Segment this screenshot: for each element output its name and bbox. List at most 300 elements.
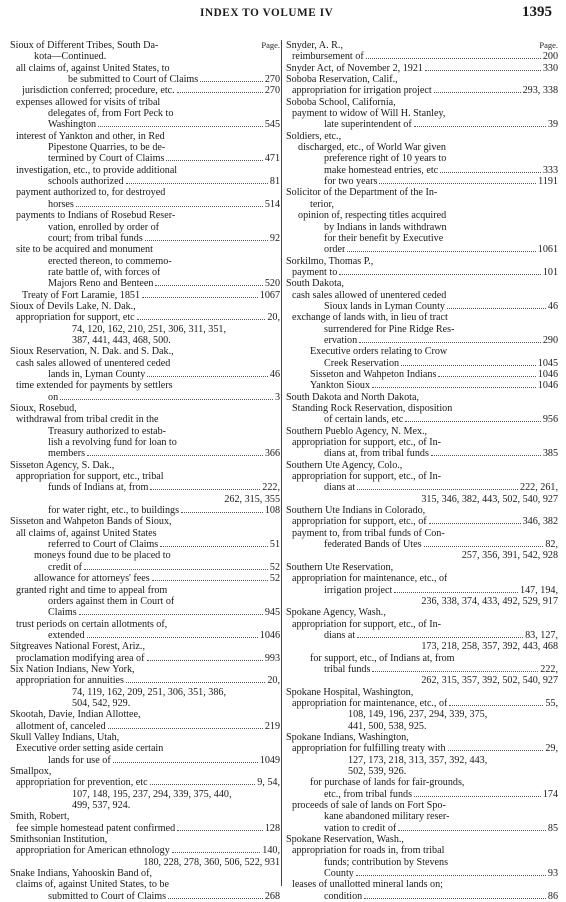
index-line-text: Skull Valley Indians, Utah,	[10, 731, 120, 743]
dot-leader	[98, 126, 263, 127]
index-line-text: Sioux lands in Lyman County	[324, 300, 445, 312]
index-line-text: all claims of, against United States	[16, 527, 157, 539]
page-reference: 956	[542, 414, 558, 426]
index-line	[10, 834, 280, 845]
page-reference: 52	[269, 561, 280, 573]
page-reference: 51	[269, 539, 280, 551]
index-line-text: Sioux, Rosebud,	[10, 403, 77, 414]
index-line	[10, 664, 280, 675]
index-line-text: for purchase of lands for fair-grounds,	[310, 777, 465, 789]
dot-leader	[76, 206, 263, 207]
index-line-text: appropriation for support, etc., of	[292, 516, 427, 528]
index-line	[286, 766, 558, 777]
page-reference: 46	[547, 300, 558, 312]
index-line	[10, 335, 280, 346]
dot-leader	[356, 875, 546, 876]
page-reference: 1049	[259, 754, 280, 766]
index-line-text: for support, etc., of Indians at, from	[310, 652, 455, 664]
index-line-text: Soboba School, California,	[286, 96, 396, 108]
index-line	[286, 743, 558, 754]
dot-leader	[150, 489, 260, 490]
index-line-text: all claims of, against United States, to	[16, 62, 170, 74]
dot-leader	[147, 376, 268, 377]
index-line	[286, 74, 558, 85]
index-line	[10, 244, 280, 255]
index-line-text: appropriation for support, etc., of In-	[292, 618, 442, 630]
index-line-text: Solicitor of the Department of the In-	[286, 187, 438, 199]
index-line-text: dians at, from tribal funds	[324, 448, 429, 460]
index-line	[286, 278, 558, 289]
index-line	[286, 256, 558, 267]
index-line-text: appropriation for support, etc., tribal	[16, 471, 164, 483]
index-line-text: 262, 315, 357, 392, 502, 540, 927	[421, 675, 558, 687]
index-line-text: exchange of lands with, in lieu of tract	[292, 312, 448, 324]
index-line	[10, 630, 280, 641]
index-line-text: proceeds of sale of lands on Fort Spo-	[292, 800, 446, 812]
index-line	[10, 585, 280, 596]
index-line-text: Pipestone Quarries, to be de-	[48, 142, 166, 154]
page-reference: 20,	[267, 675, 280, 687]
page-reference: 293, 338	[522, 85, 558, 97]
page-reference: 9, 54,	[257, 777, 280, 789]
index-line-text: granted right and time to appeal from	[16, 584, 168, 596]
page-reference: 29,	[545, 743, 558, 755]
page-number: 1395	[522, 4, 552, 20]
index-line	[286, 267, 558, 278]
index-line-text: Smith, Robert,	[10, 811, 70, 823]
index-line-text: schools authorized	[48, 176, 124, 188]
index-line-text: dians at	[324, 482, 356, 494]
page-reference: 1046	[537, 380, 558, 392]
dot-leader	[347, 251, 535, 252]
index-line	[10, 346, 280, 357]
page-reference: 1061	[537, 244, 558, 256]
index-line-text: Sorkilmo, Thomas P.,	[286, 255, 374, 267]
index-line	[10, 233, 280, 244]
page-reference: 222,	[262, 482, 280, 494]
page-reference: 46	[269, 368, 280, 380]
index-line	[286, 800, 558, 811]
page-reference: 200	[542, 51, 558, 63]
index-line-text: 127, 173, 218, 313, 357, 392, 443,	[348, 754, 488, 766]
index-line-text: fee simple homestead patent confirmed	[16, 822, 176, 834]
index-line-text: Treaty of Fort Laramie, 1851	[22, 289, 141, 301]
index-line	[10, 380, 280, 391]
index-line-text: 107, 148, 195, 237, 294, 339, 375, 440,	[72, 788, 232, 800]
index-line-text: horses	[48, 198, 74, 210]
index-line-text: Six Nation Indians, New York,	[10, 663, 135, 675]
dot-leader	[126, 183, 268, 184]
page-reference: 92	[269, 232, 280, 244]
index-line-text: terior,	[310, 198, 335, 210]
index-line	[286, 505, 558, 516]
index-line-text: orders against them in Court of	[48, 595, 175, 607]
index-line-text: Majors Reno and Benteen	[48, 278, 154, 290]
index-line	[286, 868, 558, 879]
dot-leader	[60, 399, 273, 400]
page-reference: 20,	[267, 312, 280, 324]
index-line-text: appropriation for annuities	[16, 675, 124, 687]
page-reference: 3	[274, 391, 280, 403]
index-line	[286, 789, 558, 800]
index-line-text: kane abandoned military reser-	[324, 811, 450, 823]
index-line-text: Southern Ute Indians in Colorado,	[286, 505, 426, 517]
index-line	[286, 222, 558, 233]
page-reference: 101	[542, 266, 558, 278]
index-line	[10, 505, 280, 516]
index-line-text: allotment of, canceled	[16, 720, 106, 732]
dot-leader	[142, 297, 258, 298]
index-line	[10, 119, 280, 130]
page-reference: 39	[547, 119, 558, 131]
page-reference: 945	[264, 607, 280, 619]
index-line-text: etc., from tribal funds	[324, 788, 413, 800]
index-line	[286, 187, 558, 198]
dot-leader	[394, 592, 518, 593]
dot-leader	[440, 172, 541, 173]
index-line	[10, 641, 280, 652]
index-line-text: dians at	[324, 629, 356, 641]
index-line	[286, 755, 558, 766]
index-line-text: Snyder Act, of November 2, 1921	[286, 62, 423, 74]
index-line-text: for water right, etc., to buildings	[48, 505, 180, 517]
index-line	[10, 845, 280, 856]
dot-leader	[414, 796, 541, 797]
index-line-text: erected thereon, to commemo-	[48, 255, 172, 267]
index-line	[10, 369, 280, 380]
index-line-text: Soldiers, etc.,	[286, 130, 342, 142]
index-line-text: 315, 346, 382, 443, 502, 540, 927	[421, 493, 558, 505]
index-line-text: appropriation for support, etc., of In-	[292, 437, 442, 449]
index-line	[10, 278, 280, 289]
index-line	[286, 153, 558, 164]
index-line	[286, 233, 558, 244]
index-line-text: Washington	[48, 119, 97, 131]
index-line-text: payment to widow of Will H. Stanley,	[292, 108, 446, 120]
index-line-text: site to be acquired and monument	[16, 244, 153, 256]
dot-leader	[87, 455, 263, 456]
index-line	[10, 755, 280, 766]
index-line	[10, 63, 280, 74]
page-reference: 1046	[537, 368, 558, 380]
index-line-text: Sioux of Different Tribes, South Da-	[10, 40, 159, 51]
index-line	[10, 199, 280, 210]
index-line-text: federated Bands of Utes	[324, 539, 422, 551]
dot-leader	[150, 784, 256, 785]
index-line	[10, 414, 280, 425]
index-line	[286, 823, 558, 834]
index-line-text: jurisdiction conferred; procedure, etc.	[22, 85, 175, 97]
index-line-text: on	[48, 391, 59, 403]
index-line	[10, 210, 280, 221]
index-line-text: Southern Ute Agency, Colo.,	[286, 459, 403, 471]
index-line-text: be submitted to Court of Claims	[68, 74, 199, 86]
index-line	[10, 176, 280, 187]
index-line	[286, 119, 558, 130]
index-line-text: tribal funds	[324, 663, 371, 675]
index-line-text: for two years	[324, 176, 378, 188]
index-line-text: late superintendent of	[324, 119, 412, 131]
index-line	[10, 460, 280, 471]
index-line-text: payments to Indians of Rosebud Reser-	[16, 210, 176, 222]
dot-leader	[145, 240, 268, 241]
index-line-text: Sitgreaves National Forest, Ariz.,	[10, 641, 145, 653]
index-line	[10, 619, 280, 630]
index-line-text: expenses allowed for visits of tribal	[16, 96, 161, 108]
index-line	[286, 596, 558, 607]
index-line-text: 502, 539, 926.	[348, 766, 407, 777]
dot-leader	[137, 319, 266, 320]
index-line	[286, 335, 558, 346]
page-reference: 385	[542, 448, 558, 460]
index-line	[10, 290, 280, 301]
index-line-text: cash sales allowed of unentered ceded	[292, 289, 447, 301]
page-reference: 520	[264, 278, 280, 290]
dot-leader	[414, 126, 546, 127]
index-line	[10, 222, 280, 233]
page-reference: 222,	[540, 663, 558, 675]
index-line-text: 262, 315, 355	[224, 493, 280, 505]
dot-leader	[168, 898, 263, 899]
index-line-text: payment to, from tribal funds of Con-	[292, 527, 445, 539]
index-line-text: time extended for payments by settlers	[16, 380, 173, 392]
index-line	[10, 766, 280, 777]
index-line-text: by Indians in lands withdrawn	[324, 221, 447, 233]
page-column-heading: Page.	[539, 40, 558, 50]
index-line-text: payment to	[292, 266, 338, 278]
page-reference: 86	[547, 890, 558, 902]
index-line	[10, 437, 280, 448]
dot-leader	[166, 160, 262, 161]
index-line	[10, 267, 280, 278]
index-line	[10, 358, 280, 369]
index-line	[286, 63, 558, 74]
page-reference: 330	[542, 62, 558, 74]
dot-leader	[357, 637, 523, 638]
index-line	[10, 131, 280, 142]
index-line-text: lands for use of	[48, 754, 111, 766]
index-line	[286, 324, 558, 335]
index-line-text: Yankton Sioux	[310, 380, 371, 392]
index-line-text: South Dakota,	[286, 278, 344, 290]
index-line-text: Soboba Reservation, Calif.,	[286, 74, 398, 86]
index-line	[10, 482, 280, 493]
index-line-text: 74, 120, 162, 210, 251, 306, 311, 351,	[72, 323, 227, 335]
index-line-text: Creek Reservation	[324, 357, 400, 369]
index-line-text: extended	[48, 629, 85, 641]
index-line	[10, 573, 280, 584]
index-line	[286, 528, 558, 539]
dot-leader	[405, 421, 541, 422]
index-line-text: appropriation for prevention, etc	[16, 777, 148, 789]
dot-leader	[339, 274, 541, 275]
index-line-text: opinion of, respecting titles acquired	[298, 210, 447, 222]
index-line-text: Sioux of Devils Lake, N. Dak.,	[10, 300, 136, 312]
index-line-text: Smallpox,	[10, 766, 52, 777]
index-line-text: discharged, etc., of World War given	[298, 142, 446, 154]
index-line	[10, 687, 280, 698]
index-line-text: Executive order setting aside certain	[16, 743, 164, 755]
index-line	[286, 97, 558, 108]
index-line	[10, 823, 280, 834]
index-line-text: reimbursement of	[292, 51, 364, 63]
index-line	[10, 74, 280, 85]
index-line	[10, 494, 280, 505]
index-line	[10, 607, 280, 618]
index-line	[286, 403, 558, 414]
page-reference: 140,	[262, 845, 280, 857]
index-line	[286, 607, 558, 618]
page-reference: 219	[264, 720, 280, 732]
index-line-text: Spokane Hospital, Washington,	[286, 686, 414, 698]
index-line	[286, 777, 558, 788]
index-line-text: investigation, etc., to provide additional	[16, 164, 178, 176]
index-line-text: 499, 537, 924.	[72, 800, 131, 812]
index-line	[10, 528, 280, 539]
index-line	[10, 539, 280, 550]
dot-leader	[181, 512, 263, 513]
page-reference: 222, 261,	[520, 482, 558, 494]
index-line	[286, 437, 558, 448]
index-line-text: 74, 119, 162, 209, 251, 306, 351, 386,	[72, 686, 227, 698]
page-reference: 85	[547, 822, 558, 834]
index-line	[286, 482, 558, 493]
dot-leader	[366, 58, 541, 59]
index-line-text: appropriation for irrigation project	[292, 85, 432, 97]
index-line	[286, 290, 558, 301]
index-line	[10, 301, 280, 312]
index-line	[10, 868, 280, 879]
dot-leader	[108, 728, 263, 729]
index-line	[286, 108, 558, 119]
page-reference: 514	[264, 198, 280, 210]
index-line-text: Claims	[48, 607, 77, 619]
index-line	[286, 244, 558, 255]
index-line	[10, 550, 280, 561]
index-line-text: payment authorized to, for destroyed	[16, 187, 166, 199]
dot-leader	[447, 308, 546, 309]
index-line	[286, 358, 558, 369]
dot-leader	[359, 342, 541, 343]
index-line	[286, 131, 558, 142]
index-line	[286, 653, 558, 664]
index-line-text: Spokane Reservation, Wash.,	[286, 834, 404, 846]
index-line	[10, 85, 280, 96]
index-line-text: of certain lands, etc	[324, 414, 404, 426]
dot-leader	[172, 852, 260, 853]
index-line	[286, 426, 558, 437]
index-line-text: 236, 338, 374, 433, 492, 529, 917	[421, 595, 558, 607]
dot-leader	[200, 81, 263, 82]
index-line	[286, 210, 558, 221]
page-reference: 1045	[537, 357, 558, 369]
index-column-right	[286, 40, 558, 902]
dot-leader	[113, 762, 258, 763]
index-line	[286, 539, 558, 550]
dot-leader	[424, 546, 544, 547]
page-reference: 82,	[545, 539, 558, 551]
index-line	[286, 857, 558, 868]
index-line-text: make homestead entries, etc	[324, 164, 439, 176]
index-line	[286, 301, 558, 312]
index-line-text: County	[324, 868, 354, 880]
page-reference: 108	[264, 505, 280, 517]
index-line-text: court; from tribal funds	[48, 232, 143, 244]
index-line	[286, 165, 558, 176]
index-line-text: Snake Indians, Yahooskin Band of,	[10, 868, 153, 880]
page-reference: 270	[264, 85, 280, 97]
index-line	[286, 721, 558, 732]
index-line-text: referred to Court of Claims	[48, 539, 159, 551]
dot-leader	[177, 92, 263, 93]
index-line	[10, 40, 280, 51]
index-line	[286, 51, 558, 62]
page-column-heading: Page.	[261, 40, 280, 50]
index-line-text: appropriation for maintenance, etc., of	[292, 573, 448, 585]
index-line	[10, 789, 280, 800]
index-line	[286, 664, 558, 675]
dot-leader	[438, 376, 535, 377]
index-line	[286, 562, 558, 573]
index-line-text: allowance for attorneys' fees	[34, 573, 150, 585]
index-line	[10, 800, 280, 811]
index-line-text: interest of Yankton and other, in Red	[16, 130, 165, 142]
index-line	[10, 709, 280, 720]
page-reference: 545	[264, 119, 280, 131]
index-line-text: members	[48, 448, 86, 460]
index-line-text: 504, 542, 929.	[72, 697, 131, 709]
index-line-text: rate battle of, with forces of	[48, 266, 161, 278]
index-line-text: kota—Continued.	[34, 51, 107, 63]
index-line	[10, 153, 280, 164]
page-reference: 128	[264, 822, 280, 834]
index-line-text: Southern Pueblo Agency, N. Mex.,	[286, 425, 428, 437]
index-line	[286, 630, 558, 641]
index-line-text: 108, 149, 196, 237, 294, 339, 375,	[348, 709, 488, 721]
dot-leader	[79, 614, 263, 615]
index-line-text: trust periods on certain allotments of,	[16, 618, 168, 630]
index-line-text: 387, 441, 443, 468, 500.	[72, 334, 171, 346]
index-line	[10, 811, 280, 822]
page-reference: 471	[264, 153, 280, 165]
index-line	[10, 97, 280, 108]
dot-leader	[364, 898, 546, 899]
page-reference: 174	[542, 788, 558, 800]
index-line-text: for their benefit by Executive	[324, 232, 444, 244]
index-line	[10, 471, 280, 482]
dot-leader	[431, 455, 541, 456]
dot-leader	[372, 671, 538, 672]
page-reference: 55,	[545, 697, 558, 709]
page-reference: 346, 382	[522, 516, 558, 528]
index-line	[10, 777, 280, 788]
index-line	[10, 516, 280, 527]
dot-leader	[379, 183, 536, 184]
index-line-text: 257, 356, 391, 542, 928	[461, 550, 558, 562]
index-line	[286, 879, 558, 890]
index-line-text: Sioux Reservation, N. Dak. and S. Dak.,	[10, 346, 174, 358]
index-line-text: Smithsonian Institution,	[10, 834, 108, 846]
dot-leader	[147, 660, 263, 661]
index-line-text: delegates of, from Fort Peck to	[48, 108, 174, 120]
dot-leader	[448, 750, 544, 751]
dot-leader	[357, 489, 518, 490]
index-line-text: appropriation for fulfilling treaty with	[292, 743, 446, 755]
page-reference: 93	[547, 868, 558, 880]
index-line	[286, 709, 558, 720]
dot-leader	[372, 387, 536, 388]
index-line-text: funds of Indians at, from	[48, 482, 149, 494]
